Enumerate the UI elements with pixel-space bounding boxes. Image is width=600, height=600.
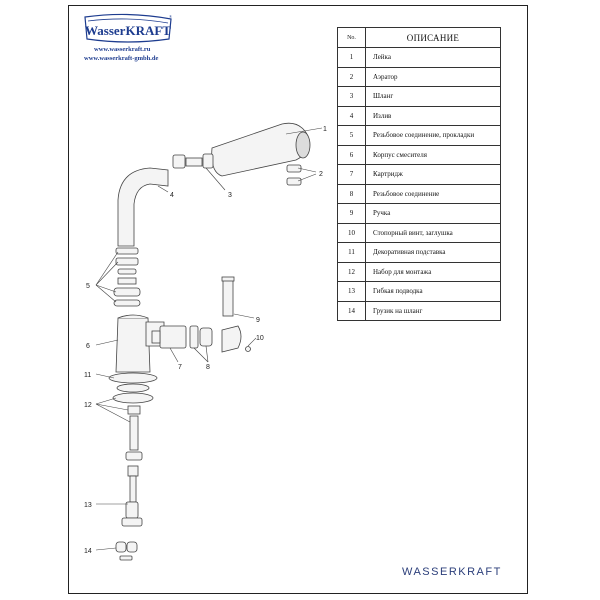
row-description: Декоративная подставка — [366, 243, 501, 263]
mounting-kit-part — [113, 393, 153, 460]
threaded-connection-part — [114, 248, 140, 306]
callout-12: 12 — [84, 402, 92, 409]
callout-2: 2 — [319, 171, 323, 178]
row-description: Излив — [366, 106, 501, 126]
row-description: Резьбовое соединение — [366, 184, 501, 204]
svg-text:®: ® — [169, 14, 173, 19]
row-number: 6 — [338, 145, 366, 165]
row-description: Картридж — [366, 165, 501, 185]
callout-7: 7 — [178, 364, 182, 371]
row-description: Аэратор — [366, 67, 501, 87]
callout-14: 14 — [84, 548, 92, 555]
row-number: 9 — [338, 204, 366, 224]
handle-part — [222, 277, 241, 352]
row-number: 14 — [338, 301, 366, 321]
row-number: 1 — [338, 48, 366, 68]
mixer-body-part — [116, 315, 164, 372]
url-de[interactable]: www.wasserkraft-gmbh.de — [84, 55, 159, 62]
callout-9: 9 — [256, 317, 260, 324]
decorative-base-part — [109, 373, 157, 392]
hose-weight-part — [116, 542, 137, 560]
url-ru[interactable]: www.wasserkraft.ru — [94, 46, 151, 53]
column-no: No. — [338, 28, 366, 48]
callout-11: 11 — [84, 372, 92, 379]
row-description: Корпус смесителя — [366, 145, 501, 165]
row-description: Шланг — [366, 87, 501, 107]
row-number: 2 — [338, 67, 366, 87]
callout-6: 6 — [86, 343, 90, 350]
callout-1: 1 — [323, 126, 327, 133]
spout-part — [118, 168, 168, 246]
row-number: 10 — [338, 223, 366, 243]
row-number: 12 — [338, 262, 366, 282]
row-number: 13 — [338, 282, 366, 302]
row-number: 11 — [338, 243, 366, 263]
row-number: 8 — [338, 184, 366, 204]
row-description: Набор для монтажа — [366, 262, 501, 282]
row-description: Гибкая подводка — [366, 282, 501, 302]
row-description: Стопорный винт, заглушка — [366, 223, 501, 243]
flexible-hose-part — [122, 466, 142, 526]
callout-3: 3 — [228, 192, 232, 199]
callout-4: 4 — [170, 192, 174, 199]
hose-part — [173, 154, 213, 168]
threaded-connector-part — [190, 326, 212, 348]
row-description: Ручка — [366, 204, 501, 224]
callout-10: 10 — [256, 335, 264, 342]
callout-5: 5 — [86, 283, 90, 290]
footer-brand: WASSERKRAFT — [402, 566, 502, 578]
callout-13: 13 — [84, 502, 92, 509]
row-number: 5 — [338, 126, 366, 146]
row-number: 3 — [338, 87, 366, 107]
row-description: Резьбовое соединение, прокладки — [366, 126, 501, 146]
set-screw-part — [246, 347, 251, 352]
row-description: Лейка — [366, 48, 501, 68]
row-number: 4 — [338, 106, 366, 126]
row-number: 7 — [338, 165, 366, 185]
logo-text: WasserKRAFT — [85, 23, 171, 38]
column-description: ОПИСАНИЕ — [366, 28, 501, 48]
row-description: Грузик на шланг — [366, 301, 501, 321]
callout-8: 8 — [206, 364, 210, 371]
